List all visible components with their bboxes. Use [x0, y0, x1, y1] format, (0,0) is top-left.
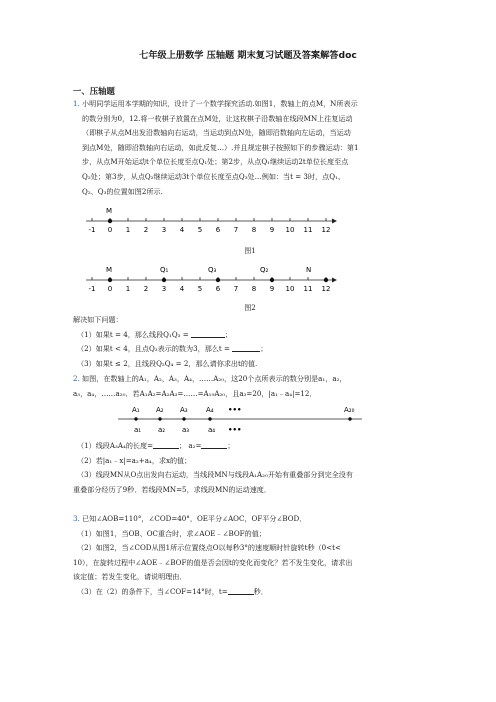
- number-line-figure-1: [80, 203, 340, 243]
- question-1-text: [73, 97, 427, 199]
- tick-label: 9: [269, 285, 275, 293]
- q1-line-3: （即棋子从点M出发沿数轴向右运动，当运动到点N处，随即沿数轴向左运动，当运动: [82, 128, 351, 138]
- point-dot: [208, 417, 211, 420]
- tick-label: 11: [303, 285, 313, 293]
- q1-line-7: Q₂、Q₃的位置如图2所示.: [82, 186, 163, 196]
- tick-label: 7: [233, 285, 239, 293]
- tick-label: 9: [269, 226, 275, 234]
- tick-label: 12: [321, 226, 331, 234]
- q3-sub-2-cont-2: 该定值；若发生变化，请说明理由．: [73, 572, 187, 582]
- q2-sub-1: [73, 439, 427, 454]
- q3-line-1: 已知∠AOB=110°，∠COD=40°，OE平分∠AOC，OF平分∠BOD．: [82, 514, 307, 523]
- q2-sub-3: （3）线段MN从O点出发向右运动，当线段MN与线段A₁A₂₀开始有重叠部分到完全没有: [77, 470, 353, 480]
- q1-line-4: 到点M处，随即沿数轴向右运动，如此反复…）.并且规定棋子按照如下的步骤运动：第1: [82, 142, 359, 152]
- label-a4: A₄: [206, 406, 214, 414]
- tick-label: 8: [251, 285, 257, 293]
- axis-ticks: [89, 277, 331, 293]
- label-m: M: [106, 207, 113, 215]
- q1-line-2: 的数分别为0，12.将一枚棋子放置在点M处，让这枚棋子沿数轴在线段MN上往复运动: [82, 113, 353, 123]
- tick-label: 2: [143, 285, 149, 293]
- q1-subquestions: [73, 313, 427, 371]
- point-dot: [348, 417, 351, 420]
- tick-label: 5: [197, 285, 203, 293]
- section-heading: 一、压轴题: [73, 86, 115, 96]
- answer-blank: [201, 440, 227, 449]
- q3-sub-2: （2）如图2，当∠COD从图1所示位置绕点O以每秒3°的速度顺时针旋转t秒（0<t<: [77, 543, 341, 553]
- q1-sub-1: [73, 328, 427, 343]
- tick-label: 6: [215, 226, 221, 234]
- q1-sub-1-text: （1）如果t = 4，那么线段Q₁Q₃ =: [77, 329, 189, 339]
- label-m: M: [106, 266, 113, 274]
- q3-sub-3: [73, 585, 427, 600]
- point-m-dot: [108, 219, 112, 223]
- document-title: 七年级上册数学 压轴题 期末复习试题及答案解答doc: [139, 50, 357, 61]
- tick-label: 4: [179, 226, 185, 234]
- tick-label: 6: [215, 285, 221, 293]
- q1-sub-2-tail: ；: [260, 344, 268, 354]
- q2-points-figure: [110, 402, 370, 440]
- q3-sub-3-text: （3）在（2）的条件下，当∠COF=14°时，t=: [77, 586, 228, 596]
- q1-line-1: 小明同学运用本学期的知识，设计了一个数学探究活动.如图1，数轴上的点M，N所表示: [82, 99, 358, 108]
- tick-label: 7: [233, 226, 239, 234]
- tick-label: 12: [321, 285, 331, 293]
- question-2-text: [73, 372, 427, 401]
- label-n: N: [306, 266, 312, 274]
- tick-label: 0: [107, 285, 113, 293]
- tick-label: 10: [285, 285, 295, 293]
- figure-2-caption: 图2: [244, 304, 256, 312]
- question-3-number: 3.: [73, 514, 80, 523]
- label-q1: Q₁: [160, 266, 169, 274]
- tick-label: -1: [88, 285, 96, 293]
- tick-label: 2: [143, 226, 149, 234]
- q1-sub-2-text: （2）如果t < 4，且点Q₃表示的数为3，那么t =: [77, 344, 230, 354]
- number-line-figure-2: [80, 262, 340, 302]
- label-lower-a2: a₂: [158, 426, 166, 434]
- tick-label: 1: [125, 285, 131, 293]
- q2-sub-2: （2）若|a₁﹣x|=a₂+a₄，求x的值；: [77, 455, 192, 465]
- label-a2: A₂: [156, 406, 164, 414]
- q2-sub-1-tail: ；: [227, 441, 235, 450]
- answer-blank: [153, 440, 179, 449]
- label-a3: A₃: [180, 406, 188, 414]
- q2-sub-1-text: （1）线段A₃A₄的长度=: [77, 441, 154, 450]
- question-3-text: [73, 512, 427, 600]
- q2-line-1: 如图，在数轴上的A₁，A₂，A₃，A₄，……A₂₀，这20个点所表示的数分别是a₁，a₂，: [82, 374, 347, 383]
- tick-label: 5: [197, 226, 203, 234]
- q1-line-6: Q₂处；第3步，从点Q₂继续运动3t个单位长度至点Q₃处…例如：当t = 3时，点Q₁、: [82, 171, 345, 181]
- answer-blank: [232, 343, 260, 352]
- tick-label: 8: [251, 226, 257, 234]
- q2-sub-1-mid: ； a₂=: [179, 441, 202, 450]
- label-a20: A₂₀: [344, 406, 355, 414]
- tick-label: 4: [179, 285, 185, 293]
- q1-solve-intro: 解决如下问题：: [73, 315, 123, 324]
- axis-arrow-icon: [332, 278, 337, 283]
- point-dot: [162, 278, 166, 282]
- question-2-number: 2.: [73, 374, 80, 383]
- q1-line-5: 步，从点M开始运动t个单位长度至点Q₁处；第2步，从点Q₁继续运动2t单位长度至点: [82, 157, 349, 167]
- ellipsis-bottom: •••: [228, 426, 242, 434]
- ellipsis-top: •••: [228, 406, 242, 414]
- q3-sub-2-cont-1: 10），在旋转过程中∠AOE﹣∠BOF的值是否会因t的变化而变化？若不发生变化，请求出: [73, 557, 353, 567]
- tick-label: -1: [88, 226, 96, 234]
- q3-sub-3-tail: 秒．: [253, 586, 268, 596]
- point-dot: [182, 417, 185, 420]
- answer-blank: [228, 586, 254, 595]
- answer-blank: [191, 329, 225, 338]
- question-1-number: 1.: [73, 99, 80, 108]
- tick-label: 10: [285, 226, 295, 234]
- q1-sub-1-tail: ；: [224, 329, 233, 339]
- tick-label: 3: [161, 226, 167, 234]
- q1-sub-2: [73, 342, 427, 357]
- point-dot: [324, 278, 328, 282]
- tick-label: 0: [107, 226, 113, 234]
- q2-subquestions: [73, 439, 427, 497]
- q1-sub-3: （3）如果t ≤ 2，且线段Q₂Q₄ = 2，那么请你求出t的值.: [77, 358, 258, 368]
- point-dot: [270, 278, 274, 282]
- label-lower-a1: a₁: [134, 426, 142, 434]
- point-dot: [108, 278, 112, 282]
- label-a1: A₁: [132, 406, 140, 414]
- q3-sub-1: （1）如图1，当OB、OC重合时，求∠AOE﹣∠BOF的值；: [77, 528, 266, 538]
- axis-ticks: [89, 218, 331, 234]
- tick-label: 1: [125, 226, 131, 234]
- point-dot: [216, 278, 220, 282]
- label-lower-a4: a₄: [208, 426, 216, 434]
- figure-1-caption: 图1: [244, 247, 256, 255]
- q2-sub-3-cont: 重叠部分经历了9秒．若线段MN=5，求线段MN的运动速度．: [73, 484, 271, 494]
- tick-label: 3: [161, 285, 167, 293]
- axis-arrow-icon: [332, 219, 337, 224]
- point-dot: [134, 417, 137, 420]
- label-q2: Q₂: [260, 266, 269, 274]
- label-lower-a3: a₃: [182, 426, 190, 434]
- tick-label: 11: [303, 226, 313, 234]
- q2-line-2: a₃，a₄，……a₂₀．若A₁A₂=A₂A₃=……=A₁₉A₂₀，且a₃=20，|a₁﹣a₄|=12．: [73, 388, 317, 398]
- label-q3: Q₃: [208, 266, 217, 274]
- point-dot: [158, 417, 161, 420]
